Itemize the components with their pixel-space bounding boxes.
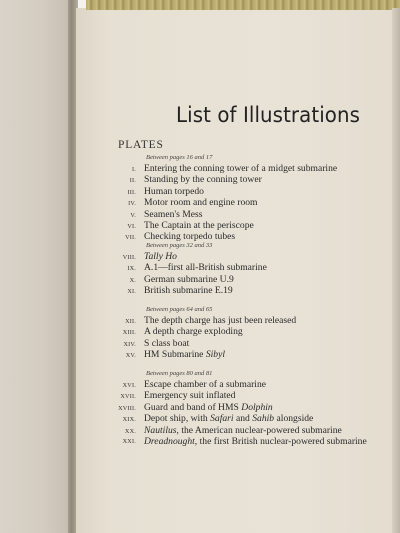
plate-number: XVI. bbox=[122, 382, 136, 389]
list-item bbox=[108, 262, 388, 273]
plate-caption: S class boat bbox=[144, 337, 190, 349]
plate-number: VIII. bbox=[122, 254, 136, 261]
plate-number: II. bbox=[129, 177, 136, 185]
list-item bbox=[108, 274, 388, 285]
plate-group bbox=[108, 241, 388, 297]
page-range-note: Between pages 80 and 81 bbox=[146, 370, 213, 377]
list-item bbox=[108, 379, 388, 390]
plate-caption: Emergency suit inflated bbox=[144, 390, 236, 402]
list-item bbox=[108, 197, 388, 208]
list-item bbox=[108, 220, 388, 231]
page-title: List of Illustrations bbox=[176, 103, 361, 128]
plate-caption: Standing by the conning tower bbox=[144, 174, 262, 186]
plate-number: IV. bbox=[128, 200, 136, 208]
page-edge bbox=[392, 8, 400, 533]
list-item bbox=[108, 174, 388, 185]
list-item bbox=[108, 338, 388, 349]
plate-caption-text: Guard and band of HMS bbox=[144, 401, 239, 413]
plate-caption: Checking torpedo tubes bbox=[144, 231, 236, 243]
plate-caption-text: the American nuclear-powered submarine bbox=[181, 424, 342, 436]
page-range-note: Between pages 64 and 65 bbox=[146, 306, 213, 313]
facing-page bbox=[0, 0, 72, 533]
plate-caption bbox=[144, 425, 342, 436]
plate-number: XIX. bbox=[122, 416, 136, 424]
list-item bbox=[108, 315, 388, 326]
plate-group bbox=[108, 153, 388, 243]
list-item bbox=[108, 285, 388, 296]
plate-caption bbox=[144, 349, 225, 360]
plate-caption-title: Sahib bbox=[252, 413, 275, 425]
list-item bbox=[108, 163, 388, 174]
plate-number: XI. bbox=[127, 288, 136, 296]
plate-number: VII. bbox=[125, 234, 136, 242]
list-item bbox=[108, 209, 388, 220]
cover-edge bbox=[86, 0, 400, 10]
plate-caption-title: Nautilus, bbox=[144, 424, 179, 436]
list-item bbox=[108, 251, 388, 262]
page-range-note: Between pages 16 and 17 bbox=[146, 154, 213, 161]
plate-caption: Seamen's Mess bbox=[144, 208, 203, 220]
plate-caption-title: Sibyl bbox=[205, 349, 226, 361]
list-item bbox=[108, 326, 388, 337]
plate-caption-text: Depot ship, with bbox=[144, 413, 208, 425]
plate-number: I. bbox=[131, 166, 136, 173]
plate-caption-text: and bbox=[235, 413, 250, 425]
plate-group bbox=[108, 369, 388, 447]
plate-number: XVIII. bbox=[118, 404, 136, 412]
list-item bbox=[108, 413, 388, 424]
plate-number: XII. bbox=[125, 318, 136, 325]
plate-number: X. bbox=[129, 276, 136, 284]
plate-number: XV. bbox=[125, 352, 136, 360]
plate-caption-title: Tally Ho bbox=[144, 251, 177, 262]
plate-number: XIII. bbox=[122, 329, 136, 337]
plate-group bbox=[108, 305, 388, 361]
plate-caption: A.1—first all-British submarine bbox=[144, 262, 267, 274]
plate-number: XXI. bbox=[122, 437, 136, 445]
plate-number: V. bbox=[130, 211, 136, 219]
section-heading: PLATES bbox=[118, 139, 164, 151]
list-item bbox=[108, 390, 388, 401]
plate-caption: Motor room and engine room bbox=[144, 197, 258, 209]
plate-caption: Entering the conning tower of a midget submarine bbox=[144, 163, 338, 174]
plate-caption-title: Dreadnought, bbox=[144, 435, 198, 447]
plate-caption bbox=[144, 413, 313, 424]
plate-number: III. bbox=[127, 188, 136, 196]
plate-caption-text: the first British nuclear-powered submarine bbox=[199, 435, 367, 447]
plate-caption: The depth charge has just been released bbox=[144, 315, 297, 326]
plate-caption-text: HM Submarine bbox=[144, 349, 204, 361]
plate-caption: A depth charge exploding bbox=[144, 326, 243, 338]
plate-caption: German submarine U.9 bbox=[144, 273, 234, 285]
plate-caption: Escape chamber of a submarine bbox=[144, 379, 266, 390]
list-item bbox=[108, 436, 388, 447]
plate-caption: British submarine E.19 bbox=[144, 285, 233, 297]
plate-caption-title: Dolphin bbox=[241, 401, 273, 413]
plate-caption: Human torpedo bbox=[144, 185, 204, 197]
page-range-note: Between pages 32 and 33 bbox=[146, 242, 213, 249]
plate-caption: The Captain at the periscope bbox=[144, 219, 254, 231]
plate-caption bbox=[144, 402, 273, 413]
plate-number: IX. bbox=[127, 265, 136, 273]
list-item bbox=[108, 425, 388, 436]
list-item bbox=[108, 402, 388, 413]
list-item bbox=[108, 186, 388, 197]
plate-caption-title: Safari bbox=[210, 413, 234, 425]
plate-number: XX. bbox=[124, 427, 136, 435]
plate-caption bbox=[144, 436, 372, 447]
list-item bbox=[108, 349, 388, 360]
plate-number: XIV. bbox=[123, 340, 136, 348]
plate-number: VI. bbox=[127, 222, 136, 230]
plate-number: XVII. bbox=[120, 393, 136, 401]
plate-caption-text: alongside bbox=[276, 413, 314, 425]
plate-caption bbox=[144, 251, 177, 262]
